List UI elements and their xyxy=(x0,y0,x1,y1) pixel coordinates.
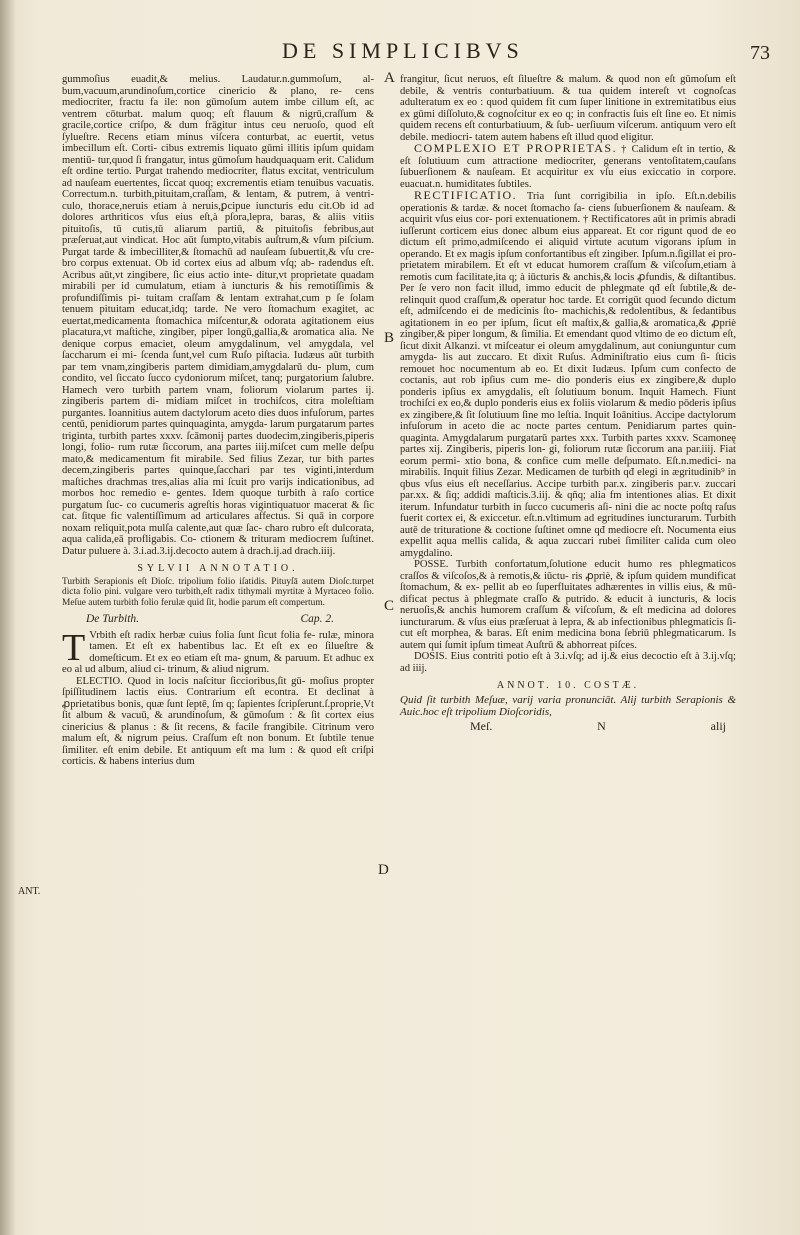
sylvius-annotation-heading: SYLVII ANNOTATIO. xyxy=(137,563,299,574)
rectificatio-heading: RECTIFICATIO. xyxy=(414,188,518,202)
rectificatio-paragraph xyxy=(400,190,736,559)
gutter-shadow xyxy=(0,0,16,1235)
left-column xyxy=(62,74,374,768)
chapter-heading xyxy=(86,614,374,626)
margin-note-ant: ANT. xyxy=(18,886,41,897)
left-paragraph-1: gummoſius euadit,& melius. Laudatur.n.gummoſum, al‑ bum,vacuum,arundinoſum,cortice cinericio & plano, re‑ cens mediocriter, fractu fa ile: non gūmoſum autem imbe cillum eſt, ac ventrem cōturbat. malum quoq; eſt flauum & nigrū,craſſum & gracile,cortice criſpo, & dum frāgitur intus ceu neruoſo, quod eſt ſylueſtre. Recens etiam minus viſcera conturbat, ac euertit, vetus imbecillum eſt. Corti‑ cibus extremis liquato gūmi illitis ipſum quidam mentiū‑ tur,quod ſi frangatur, intus gūmoſum haudquaquam erit. Calidum eſt ordine tertio. Purgat trahendo mediocriter, flatus excitat, ventriculum ad nauſeam euertentes, ſiccat quoq; excrementis etiam tenuibus vacuatis. Correctum.n. turbith,pituitam,craſſam, & lentam, & putrem, à ventri‑ culo, thorace,neruis etiam à neruis,ꝑcipue iuncturis edu cit.Ob id ad dolores arthriticos vſus eius eſt,à pſora,lepra, baras, & aliis vitiis pituitoſis, tū cutis,tū aliarum partiū, & pituitoſis febribus,aut præſeruat,aut vindicat. Hoc aūt ſumpto,vitabis auſtrum,& vſum piſcium. Purgat tarde & imbecilliter,& ſtomachū ad nauſeam ſubuertit,& vſu cre‑ bro corpus extenuat. Ob id cortex eius ad album vſq; ab‑ radendus eſt. Acribus aūt,vt zingibere, ſic eius actio inte‑ ditur,vt proprietate quadam mirabili per id cumulatum, etiam à iuncturis & his remotiſſimis & profundiſſimis pi‑ tuitam craſſam & lentam extrahat,cum p ſe ſolam tenuem pituitam educat,idq; tarde. Ne vero ſtomachum exagitet, ac euertat,medicamenta ſtomachica miſcentur,& odorata agitationem eius placatura,vt maſtiche, zingiber, piper longū,gallia,& aromatica alia. Ne denique corpus emaciet, oleum amygdalinum, vel amygdala, vel ſaccharum ei mi‑ ſcenda ſunt,vel cum Ruſo piſtacia. Iudæus aūt turbith par tem vnam,zingiberis partem dimidiam,amygdalarū du‑ plum, cum condito, vel ſiccato ſucco cydoniorum miſcet, tanq; purgatorium ſalubre. Hamech vero turbith partem vnam, foliorum violarum partes ij. zingiberis partem di‑ midiam miſcet in trochiſcos, citra moleſtiam purgantes. Ioannitius autem dactylorum aceto dies duos infuſorum, partes centū, penidiorum partes quinquaginta, amygda‑ larum purgatarum partes triginta, turbith partes xxxv. ſcāmonij partes duodecim,zingiberis,piperis longi, folio‑ rum rutæ ſiccorum, ana partes iiij.miſcet cum melle deſpu mato,& medicamentum fit mirabile. Sed filius Zezar, tur bith partes decem,zingiberis partes quinque,ſacchari par tes viginti,interdum maſtiches drachmas tres,alias alia mi ſcuit pro varijs indicationibus, ad morbos hoc remedio e‑ gentes. Idem quoque turbith à raſo cortice purgatum ſuc‑ co cucumeris agreſtis horas vigintiquatuor macerat & ſic cat. ſitque fic valentiſſimum ad articulares affectus. Si quā in corpore noxam reliquit,pota mulſa calente,aut quæ ſac‑ charo rubro eſt dulcorata, aqua calida,eā profligabis. Co‑ ctionem & trituram mediocrem ſuſtinet. Datur puluere à. 3.i.ad.3.ij.decocto autem à drach.ij.ad drach.iiij. xyxy=(62,74,374,557)
signature-mark: N xyxy=(597,718,606,733)
page-number: 73 xyxy=(750,42,770,64)
catchword-alij: alij xyxy=(710,718,726,733)
complexio-heading: COMPLEXIO ET PROPRIETAS. xyxy=(414,141,618,155)
margin-marker-c: C xyxy=(384,598,395,614)
right-column xyxy=(400,74,736,732)
catchwords xyxy=(400,718,736,733)
rectificatio-text: Tria ſunt corrigibilia in ipſo. Eſt.n.debilis operationis & tardæ. & nocet ſtomacho ſa‑ ciens ſubuerſionem & nauſeam. & acquirit vſus eius cor‑ pori extenuationem. † Rectificatores aūt in primis abradi iuſſerunt corticem eius donec album eius appareat. Et cor rigunt quod de eo dictum eſt primo,admiſcendo ei aliquid virtute acutum vigorans ipſum in operando. Et ex magis ipſum confortantibus eſt zingiber. Ipſum.n.ſigillat ei pro‑ prietatem mirabilem. Et eſt vt educat humorem craſſum & viſcoſum,etiam à remotis cum facilitate,ita q; à iūcturis & anchis,& locis ꝓfundis, & diſtantibus. Per ſe vero non facit illud, immo educit de phlegmate qđ eſt ſubtile,& de‑ relinquit quod craſſum,& operatur hoc tarde. Et corrigūt quod ſecundo dictum eſt, admiſcendo ei de medicinis ſto‑ machichis,& redolentibus, & ſedantibus agitationem in eo per ipſum, ſicut eſt maſtix,& gallia,& aromatica,& ꝓpriè zingiber,& piper longum, & ſimilia. Et emendant quod vltimo de eo dictum eſt, ſicut dixit Alkanzi. vt miſceatur ei oleum amygdalinum, aut coniunguntur cum amygda‑ lis aut zuccaro. Et dixit Ruſus. Adminiſtratio eius cum ſi‑ ſticis remouet hoc nocumentum ab eo. Et dixit Iudæus. Ipſum cum confecto de coctanis, aut rob ipſius cum me‑ dio ponderis eius ex zingibere,& duplo ponderis ipſius ex amygdalis, eſt ſolutiuum bonum. Inquit Hamech. Fiunt trochiſci ex eo,& duplo ponderis eius ex foliis violarum & medio pōderis ipſius ex zingibere,& ſit ſolutiuum ſine mo leſtia. Inquit Ioānitius. Accipe dactylorum infuſorum in aceto die ac nocte partes centum. Penidiarum partes quin‑ quaginta. Amygdalarum purgatarū partes xxx. Turbith partes xxxv. Scamoneę partes xij. Zingiberis, piperis lon‑ gi, foliorum rutæ ſiccorum ana par.iiij. Fiat eorum permi‑ xtio bona, & confice cum melle deſpumato. Eſt.n.medici‑ na mirabilis. Inquit filius Zezar. Medicamen de turbith qđ elegi in ægritudinib⁹ in qbus vſus eius eſt neceſſarius. Accipe turbith par.x. zingiberis par.v. zuccari par.xx. & ſiq; addidi maſticis.3.iij. & qñq; alia fm intentiones alias. Et dixit iterum. Infundatur turbith in ſucco cucumeris aſi‑ nini die ac nocte poſtq raſus fuerit cortex ei, & exiccetur. eſt.n.vltimum ad egritudines iuncturarum. Turbith autē de trituratione & coctione ſuſtinet omne qđ mediocre eſt. Nocumenta eius expellit aqua mellis calida, & aqua zuccari rubei ſimiliter calida cum oleo amygdalino. xyxy=(400,191,736,559)
drop-cap: T xyxy=(62,626,86,669)
chapter-number: Cap. 2. xyxy=(300,613,334,625)
catchword-mes: Meſ. xyxy=(470,718,493,733)
running-header: DE SIMPLICIBVS xyxy=(282,38,524,63)
costa-annotation: Quid ſit turbith Meſuæ, varij varia pronunciāt. Alij turbith Serapionis & Auic.hoc eſt tripolium Dioſcoridis, xyxy=(400,693,736,718)
posse-paragraph: POSSE. Turbith confortatum,ſolutione educit humo res phlegmaticos craſſos & viſcoſos,& à remotis,& iūctu‑ ris ꝓpriè, & ipſum quidem mundificat ſtomachum, & ex‑ pellit ab eo ſuperfluitates adhærentes in villis eius, & mū‑ dificat pectus à phlegmate craſſo & putrido. & educit à iuncturis, & locis neruoſis,& anchis humorem craſſum & viſcoſum, & eſt medicina ad dolores iuncturarum. & vſus eius præſeruat à lepra, & ab infectionibus phlegmaticis ſi‑ cut eſt morphea, & baras. Eſt enim medicina bona ſebriū phlegmaticarum. Is autem qui ſumit ipſum timeat Auſtrū & abhorreat piſces. xyxy=(400,559,736,651)
complexio-paragraph xyxy=(400,143,736,190)
complexio-text: † Calidum eſt in tertio, & eſt ſolutiuum cum attractione mediocriter, generans ventoſitatem,cauſans ſubuerſionem & nauſeam. Et acquiritur ex vſu eius exiccatio in corpore. euacuat.n. humiditates ſubtiles. xyxy=(400,144,736,190)
margin-marker-a: A xyxy=(384,70,395,86)
dosis-paragraph: DOSIS. Eius contriti potio eſt à 3.i.vſq; ad ij.& eius decoctio eſt à 3.ij.vſq; ad iiij. xyxy=(400,651,736,674)
chapter-paragraph xyxy=(62,626,374,676)
sylvius-annotation: Turbith Serapionis eſt Dioſc. tripolium folio iſatidis. Pituyſā autem Dioſc.turpet dicta folio pini. vulgare vero turbith,eſt radix tithymali myrtitæ à Myrtaceo folio. Meſue autem turbith folio ferulæ quid ſit, hodie parum eſt compertum. xyxy=(62,576,374,608)
margin-marker-d: D xyxy=(378,862,389,878)
chapter-title: De Turbith. xyxy=(86,613,140,625)
margin-marker-b: B xyxy=(384,330,395,346)
costa-annotation-heading: ANNOT. 10. COSTÆ. xyxy=(496,680,640,691)
right-paragraph-1: frangitur, ſicut neruos, eſt ſilueſtre & malum. & quod non eſt gūmoſum eſt debile, & ventris conturbatiuum. & tua quidem intereſt vt cognoſcas adulteratum ex eo : quod quidem fit cum ſuper linitione in extremitatibus eius ex gūmi diſſoluto,& cognoſcitur ex eo q; in confractis ſuis eſt ſine eo. Et nimis quidem recens eſt conturbatiuum, & ſub‑ uerſiuum viſcerum. antiquum vero eſt debile. mediocri‑ tatem autem habens eſt illud quod eligitur. xyxy=(400,74,736,143)
electio-paragraph: ELECTIO. Quod in locis naſcitur ſiccioribus,ſit gū‑ moſius propter ſpiſſitudinem lactis eius. Contrarium eſt econtra. Et declinat à ꝓprietatibus bonis, quæ ſunt ſeptē, ſm q; ſapientes ſcripſerunt.ſ.proprie,Vt ſit album & vacuū, & arundinoſum, & gūmoſum : & ſit cortex eius cinericius & planus : & ſit recens, & facile frangibile. Citrinum vero malum eſt, & nigrum peius. Craſſum eſt non bonum. Et ſubtile tenue ſimiliter. eſt enim debile. Et antiquum eſt ma lum : & quod eſt criſpi corticis. & habens interius dum xyxy=(62,675,374,767)
chapter-text: Vrbith eſt radix herbæ cuius folia ſunt ſicut folia fe‑ rulæ, minora tamen. Et eſt ex habentibus lac. Et eſt ex eo ſilueſtre & domeſticum. Et ex eo etiam eſt ma‑ gnum, & paruum. Et adhuc ex eo al ud album, aliud ci‑ trinum, & aliud nigrum. xyxy=(62,629,374,675)
